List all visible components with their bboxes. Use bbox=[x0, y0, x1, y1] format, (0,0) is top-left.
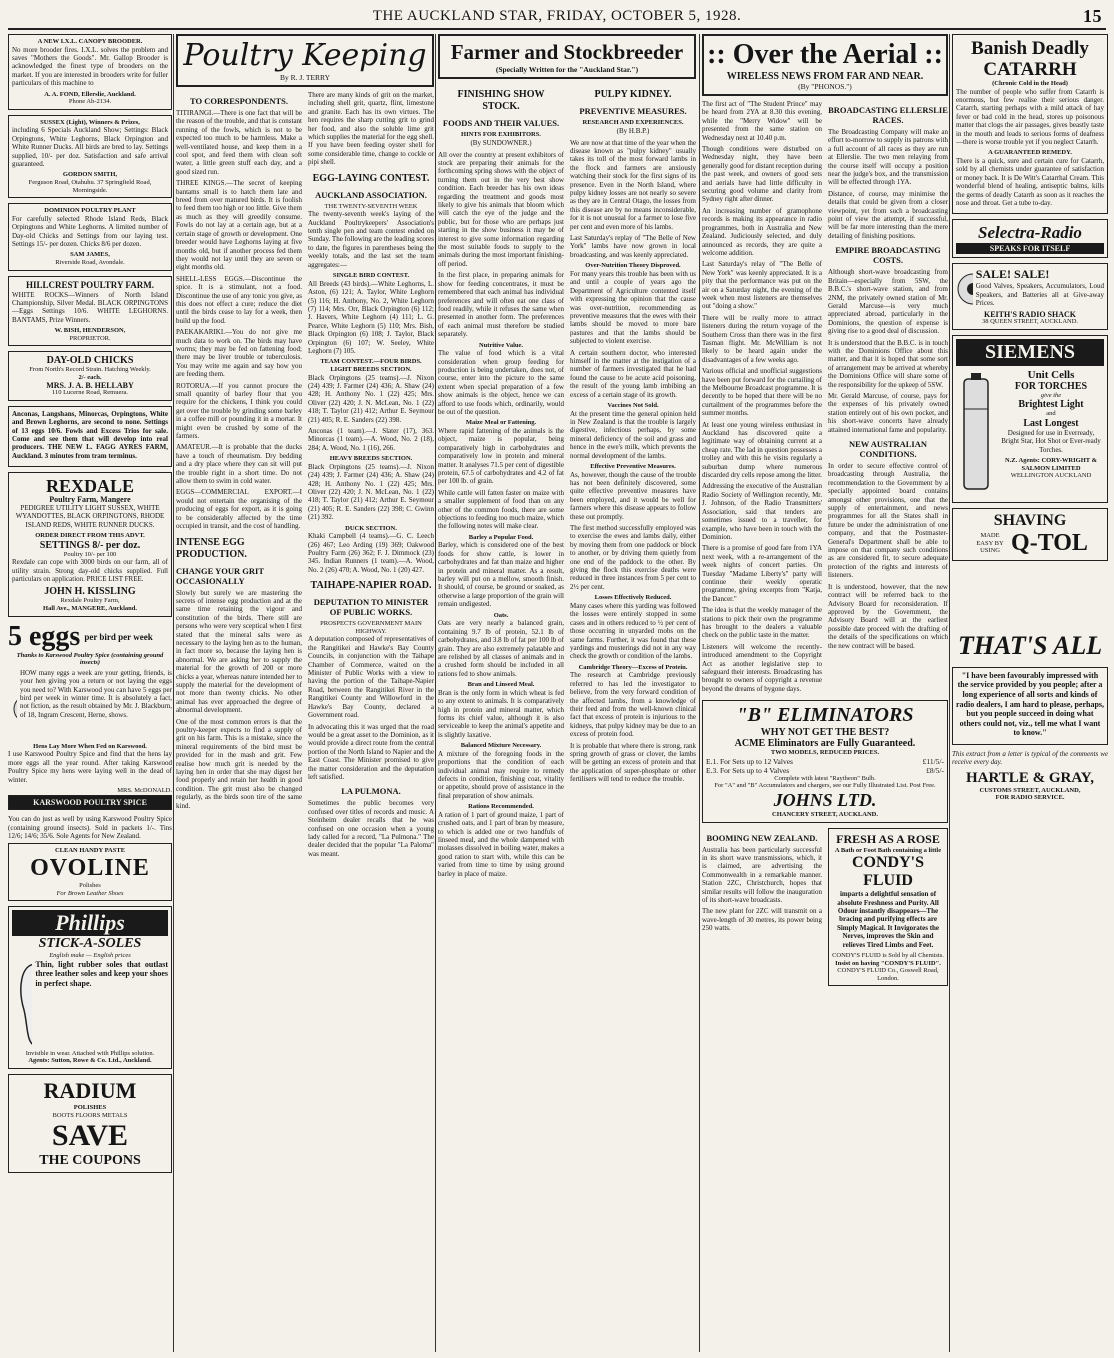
heading: PREVENTIVE MEASURES. bbox=[579, 106, 687, 116]
ad-line: Unit Cells bbox=[1027, 368, 1075, 381]
ad-karswood-body: You can do just as well by using Karswood Poultry Spice (containing ground insects). Sold in packets 1/-. Tins 12/6; 14/6; 35/6. Sole Agents for New Zealand. bbox=[8, 815, 172, 841]
ad-sub: Polishes bbox=[79, 882, 101, 890]
ad-settings: SETTINGS 8/- per doz. bbox=[39, 539, 141, 551]
ad-name: W. BISH, HENDERSON, bbox=[54, 327, 126, 335]
ad-head: Hens Lay More When Fed on Karswood. bbox=[33, 742, 147, 750]
paragraph: EGGS—COMMERCIAL EXPORT.—I would not entertain the organising of the producing of eggs for export, as it is going to be considerably affected by the time occupied in transit, and the cost of handling. bbox=[176, 488, 302, 531]
heading: FOODS AND THEIR VALUES. bbox=[442, 118, 560, 128]
paragraph: Bran is the only form in which wheat is fed to any extent to animals. It is comparatively high in protein and mineral matter, which forms its chief value, although it is also serviceable to keep the animal's appetite and is slightly laxative. bbox=[438, 688, 564, 739]
subheading: TEAM CONTEST.—FOUR BIRDS. bbox=[320, 358, 422, 366]
subheading: Rations Recommended. bbox=[468, 803, 534, 811]
ad-foot: CONDY'S FLUID is Sold by all Chemists. bbox=[832, 952, 944, 960]
column-rule bbox=[699, 34, 700, 1352]
subheading: DUCK SECTION. bbox=[345, 524, 397, 532]
paragraph: AMATEUR.—It is probable that the ducks have a touch of rheumatism. Dry bedding and a dry place where they can sit will put the trouble right in a short time. Do not allow them to swim in cold water. bbox=[176, 443, 302, 486]
paragraph: Many cases where this yarding was followed the losses were entirely stopped in some cases and in others reduced to ½ per cent of those occurring in unyarded mobs on the same farms. Further, it was found that these yardings and musterings did not in any way check the growth or condition of the lambs. bbox=[570, 601, 696, 661]
over-the-aerial-section bbox=[702, 34, 948, 1352]
section-title: Poultry Keeping bbox=[183, 38, 427, 73]
display-ads-column bbox=[952, 34, 1108, 1352]
ad-question: WHY NOT GET THE BEST? bbox=[760, 727, 890, 739]
ad-rexdale bbox=[8, 472, 172, 616]
subheading: Barley a Popular Food. bbox=[468, 533, 534, 541]
paragraph: Khaki Campbell (4 teams).—G. C. Leech (26) 467; Leo Arding (19) 369; Oakwood Poultry Farm (26) 362; F. J. Dimmock (23) 345. Indian Runners (1 team).—A. Wood, No. 2 (26) 470; A. Wood, No. 1 (20) 427. bbox=[308, 532, 434, 574]
paragraph: ROTORUA.—If you cannot procure the small quantity of barley flour that you require for the chickens, I think you could get over the trouble by grinding some barley in a coffee mill or pounding it in a mortar. It might even be crushed by some of the farmers. bbox=[176, 381, 302, 441]
ad-cities: WELLINGTON AUCKLAND bbox=[1010, 472, 1092, 480]
paragraph: The value of food which is a vital consideration when group feeding for production is being undertaken, does not, of course, enter into the picture to the same extent when special preparation of a few show animals is the object, hence we can afford to use foods which, ordinarily, would be out of the question. bbox=[438, 349, 564, 416]
ad-brand: Selectra-Radio bbox=[978, 223, 1082, 243]
ad-phone: Phone Ab-2134. bbox=[68, 98, 112, 106]
paragraph: Listeners will welcome the recently-introduced amendment to the Copyright Act as another legislative step to safeguard their interests. Broadcasting has brought to owners of copyright a revenue beyond the dreams of bygone days. bbox=[702, 642, 822, 693]
ad-head: REXDALE bbox=[45, 476, 134, 497]
paragraph: Anconas (1 team).—J. Slater (17), 363. Minorcas (1 team).—A. Wood, No. 2 (18), 284; A. Wood, No. 1 (16), 266. bbox=[308, 426, 434, 452]
paragraph: There is a promise of good fare from 1YA next week, with a re-arrangement of the week nights of concert parties. On Tuesday "Madame Liberty's" party will continue their weekly operatic programme, giving excerpts from "Katja, the Dancer." bbox=[702, 544, 822, 603]
heading: BROADCASTING ELLERSLIE RACES. bbox=[828, 105, 948, 125]
ad-dominion-poultry bbox=[8, 203, 172, 270]
paragraph: Sometimes the public becomes very confused over titles of records and music. A Steinheim dealer recalls that he was confused on one occasion when a young lady called for a record, "La Pulmona." The dealer decided that the popular "La Paloma" was meant. bbox=[308, 799, 434, 858]
ad-address: 38 QUEEN STREET, AUCKLAND. bbox=[981, 318, 1079, 326]
ad-brand: RADIUM bbox=[43, 1078, 137, 1104]
ad-top: CLEAN HANDY PASTE bbox=[54, 847, 126, 855]
ad-sussex bbox=[8, 115, 172, 198]
column-rule bbox=[173, 34, 174, 1352]
ad-order: ORDER DIRECT FROM THIS ADVT. bbox=[35, 532, 145, 540]
ad-agent: N.Z. Agents: CORY-WRIGHT & SALMON LIMITED bbox=[1004, 457, 1098, 472]
ad-tag: English make — English prices bbox=[49, 952, 131, 960]
paragraph: The research at Cambridge previously referred to has led the investigator to believe, from the very forward condition of the affected lambs, from a knowledge of their feed and from the well-known clinical fact that excess of protein is injurious to the kidneys, that pulpy kidney may be due to an excess of protein food. bbox=[570, 671, 696, 739]
subheading: Vaccines Not Sold. bbox=[607, 401, 659, 409]
paragraph: TITIRANGI.—There is one fact that will be the reason of the trouble, and that is constant running of the fowls, which is not to be expected too much to be harmless. Make a well-ventilated house, and keep them in a cool spot, and feed them with clean soft water, a little green stuff each day, and a good sized run. bbox=[176, 109, 302, 176]
paragraph: The first method successfully employed was to exercise the ewes and lambs daily, either by moving them from one paddock or block to another, or by driving them quietly from one end of the paddock to the other. By giving the flock this exercise deaths were reduced in three instances from 5 per cent to 2½ per cent. bbox=[570, 524, 696, 591]
ad-quote: "I have been favourably impressed with the service provided by you people; after a long experience of all sorts and kinds of radio dealers, I am hard to please, perhaps, but you people succeed in doing what others could not, viz., tell me what I want to know." bbox=[956, 670, 1104, 738]
ad-body: Good Valves, Speakers, Accumulators, Loud Speakers, and Batteries all at Give-away Prices. bbox=[975, 282, 1104, 308]
ad-body: Anconas, Langshans, Minorcas, Orpingtons, White and Brown Leghorns, are second to none. Settings of 13 eggs 10/6. Fowls and Excess Trios for sale. Come and see them that will develop into real producers. THE NEW L. FAGG AYRES FARM, Auckland. 3 minutes from tram terminus. bbox=[12, 409, 168, 460]
ad-body: From North's Record Strain. Hatching Weekly. bbox=[29, 366, 151, 374]
subheading: Bran and Linseed Meal. bbox=[467, 681, 535, 689]
speaker-icon bbox=[956, 272, 973, 306]
subheading: HINTS FOR EXHIBITORS. bbox=[461, 131, 541, 138]
paragraph: SHELL-LESS EGGS.—Discontinue the spice. It is a stimulant, not a food. Discontinue the use of any tonic you give, as this does not effect a cure; reduce the diet until the birds cease to lay for a week, then build up the food. bbox=[176, 274, 302, 325]
paragraph: Addressing the executive of the Australian Radio Society of Wellington recently, Mr. J. Johnson, of the Radio Transmitters' Association, said that tenders are sometimes issued to a traveller, for example, who have been in touch with the Dominion. bbox=[702, 482, 822, 541]
ad-body: Thin, light rubber soles that outlast three leather soles and keep your shoes in perfect shape. bbox=[35, 959, 168, 988]
masthead-title: THE AUCKLAND STAR, FRIDAY, OCTOBER 5, 1928. bbox=[372, 8, 742, 24]
paragraph: For many years this trouble has been with us and until a couple of years ago the Department of Agriculture contented itself with expressing the opinion that the cause was over-nutrition, recommending as preventive measures that the ewes with their lambs should be moved to more bare pastures and that the lambs should be subjected to violent exercise. bbox=[570, 269, 696, 346]
ad-sign: MRS. McDONALD. bbox=[117, 787, 172, 795]
ad-tag: FOR RADIO SERVICE. bbox=[995, 794, 1065, 802]
subheading: LIGHT BREEDS SECTION. bbox=[330, 365, 412, 373]
article-subcolumn bbox=[176, 91, 302, 861]
paragraph: The new plant for 2ZC will transmit on a wave-length of 30 metres, its power being 250 watts. bbox=[702, 907, 822, 933]
subheading: Maize Meal or Fattening. bbox=[465, 419, 537, 427]
column-rule bbox=[949, 34, 950, 1352]
article-subcolumn bbox=[828, 100, 948, 696]
ad-insist: Insist on having "CONDY'S FLUID". bbox=[835, 959, 941, 967]
ad-farm: Rexdale Poultry Farm, bbox=[60, 597, 120, 605]
ad-body: imparts a delightful sensation of absolute Freshness and Purity. All Odour instantly disappears—The bracing and purifying effects are Simply Magical. It Invigorates the Nerves, improves the Skin and relieves Tired Limbs and Feet. bbox=[836, 890, 940, 949]
price-value: £8/5/- bbox=[926, 765, 944, 775]
ad-more: Rexdale can cope with 3000 birds on our farm, all of utility strain. Strong day-old chicks supplied. Full particulars on application. PRICE LIST FREE. bbox=[12, 558, 168, 584]
paragraph: It is understood, however, that the new contract will be referred back to the Advisory Board for reconsideration. If approved by the Government, the Advisory Board will at the earliest possible date proceed with the drafting of the details of the specifications on which the new contract will be based. bbox=[828, 582, 948, 650]
ad-line: Last Longest bbox=[1023, 418, 1079, 430]
paragraph: PAEKAKARIKI.—You do not give me much data to work on. The birds may have worms; they may be fed on fattening food; there may be liver trouble or tuberculosis. You may write me again and say how you are feeding them. bbox=[176, 328, 302, 379]
ad-head: HILLCREST POULTRY FARM. bbox=[26, 279, 154, 290]
price-value: £11/5/- bbox=[922, 756, 944, 766]
ad-note: Complete with latest "Raytheon" Bulb. bbox=[774, 774, 876, 782]
ad-address: Hall Ave., MANGERE, Auckland. bbox=[43, 605, 137, 613]
paragraph: A mixture of the foregoing foods in the proportions that the condition of each individual animal may require to remedy defects in condition, finishing coat, vitality or appetite, should prove of assistance in the final preparation of show animals. bbox=[438, 749, 564, 800]
ad-head: FRESH AS A ROSE bbox=[836, 831, 940, 846]
ad-brand: Phillips bbox=[12, 910, 168, 936]
subheading: Cambridge Theory—Excess of Protein. bbox=[578, 663, 688, 671]
section-byline: (By "PHONOS.") bbox=[798, 82, 852, 91]
ad-models: TWO MODELS, REDUCED PRICES. bbox=[770, 749, 880, 757]
ad-agents: Agents: Sutton, Rowe & Co. Ltd., Auckland. bbox=[28, 1057, 152, 1065]
ad-head: Banish Deadly CATARRH bbox=[971, 38, 1089, 80]
paragraph: The twenty-seventh week's laying of the Auckland Poultrykeepers' Association's tenth single pen and team contest ended on Sunday. The following are the leading scores to date, the figures in parentheses being the weekly totals, and the last set the team aggregates:— bbox=[308, 210, 434, 269]
torch-cell-icon bbox=[956, 369, 996, 499]
heading: INTENSE EGG PRODUCTION. bbox=[176, 536, 247, 560]
paragraph: Last Saturday's replay of "The Belle of New York" lambs have now grown in local broadcasting, and was keenly appreciated. bbox=[570, 234, 696, 259]
byline: (By H.B.P.) bbox=[616, 126, 650, 135]
ad-tag: SPEAKS FOR ITSELF bbox=[956, 243, 1104, 254]
ad-body: I use Karswood Poultry Spice and find that the hens lay more eggs all the year round. After taking Karswood Poultry Spice my hens were laying well in the dead of winter. bbox=[8, 750, 172, 784]
ad-selectra-radio bbox=[952, 219, 1108, 258]
ad-b-eliminators bbox=[702, 700, 948, 822]
price-label: E.3. For Sets up to 4 Valves bbox=[706, 765, 790, 775]
classified-column bbox=[8, 34, 172, 1352]
paragraph: The idea is that the weekly manager of the stations to pick their own the programme has brought to the dealers a valuable check on the public taste in the matter. bbox=[702, 606, 822, 640]
ad-note: This extract from a letter is typical of the comments we receive every day. bbox=[952, 750, 1108, 767]
paragraph: In order to secure effective control of broadcasting through Australia, the recommendation to the Government by a specially appointed board contains amongst other provisions, one that the supply of entertainment, and news programmes for all the States shall in future be under the administration of one company, and that the Postmaster-General's Department shall be able to impose on that company such conditions as are considered fit, to secure adequate protection of the rights and interests of listeners. bbox=[828, 462, 948, 580]
masthead bbox=[8, 6, 1106, 30]
paragraph: A ration of 1 part of ground maize, 1 part of crushed oats, and 1 part of bran by measure, to which is added one or two handfuls of linseed meal, and the whole dampened with molasses dissolved in boiling water, makes a good ration to start with, while this can be varied from time to time by using ground barley in place of maize. bbox=[438, 810, 564, 878]
ad-foot: Invisible in wear. Attached with Phillips solution. bbox=[25, 1049, 155, 1057]
ad-line: FOR TORCHES bbox=[1014, 380, 1088, 392]
paragraph: Slowly but surely we are mastering the secrets of intense egg production and at the same time retaining the vigour and constitution of the birds. There still are persons who were very sceptical when I first stated that the mineral salts were as necessary to the laying hen as to the human, in fact more so, because the laying hen is abnormal. We are asking her to supply the material for the growth of 200 or more chicks a year, whereas nature intended her to supply the material for the development of not more than twenty chicks. No other animal has ever approached the degree of abnormal development. bbox=[176, 588, 302, 715]
ad-name: SAM JAMES, bbox=[70, 251, 110, 259]
article-columns bbox=[702, 100, 948, 696]
paragraph: At least one young wireless enthusiast in Auckland has discovered quite a legitimate way of obtaining current at a cheap rate. The lad in question possesses a trolley and with this he visits regularly a suburban dump where numerous discarded dry cells repose among the litter. bbox=[702, 420, 822, 480]
heading: LA PULMONA. bbox=[341, 786, 401, 797]
paragraph: Last Saturday's relay of "The Belle of New York" was keenly appreciated. It is a pity that the performance was put on the air on a Saturday night, the evening of the week when most listeners are themselves out "doing a show." bbox=[702, 260, 822, 311]
paragraph: There will be really more to attract listeners during the return voyage of the Southern Cross than there was in the first Tasman flight. Mr. McWilliam is not likely to be heard again under the disadvantages of a few weeks ago. bbox=[702, 313, 822, 364]
ad-remedy: A GUARANTEED REMEDY. bbox=[988, 149, 1072, 157]
subheading: Losses Effectively Reduced. bbox=[594, 594, 672, 602]
paragraph: Though conditions were disturbed on Wednesday night, they have been generally good for distant reception during the past week, and owners of good sets and aerials have had little difficulty in securing good volume and clarity from Sydney right after dinner. bbox=[702, 145, 822, 204]
price-row bbox=[706, 766, 944, 775]
shoe-sole-icon bbox=[12, 960, 32, 1050]
ad-tag: For Brown Leather Shoes bbox=[56, 889, 124, 897]
ad-contact: A. A. FOND, Ellerslie, Auckland. bbox=[44, 90, 136, 98]
paragraph: Black Orpingtons (25 teams).—J. Nixon (24) 439; J. Farmer (24) 436; A. Shaw (24) 428; H. Anthony No. 1 (22) 425; Mrs. Oliver (22) 420; J. N. McLean, No. 1 (22) 418; T. Taylor (21) 412; Arthur E. Seymour (21) 405; R. E. Sanders (22) 398; C. Gwinn (21) 392. bbox=[308, 462, 434, 522]
ad-address: Ferguson Road, Otahuhu. 37 Springfield Road, Morningside. bbox=[28, 179, 152, 194]
heading: FINISHING SHOW STOCK. bbox=[457, 89, 545, 112]
ad-body: For carefully selected Rhode Island Reds, Black Orpingtons and White Leghorns. A limited number of Day-old Chicks and Settings from our laying test. Settings 15/- per dozen. Chicks 8/6 per dozen. bbox=[12, 214, 168, 249]
ad-note2: For "A" and "B" Accumulators and chargers, see our Fully Illustrated List. Post Free. bbox=[714, 782, 936, 790]
ad-role: PROPRIETOR. bbox=[69, 334, 111, 342]
price-label: E.1. For Sets up to 12 Valves bbox=[706, 756, 793, 766]
ad-per: per bird per week bbox=[84, 631, 153, 642]
article-columns bbox=[702, 828, 948, 992]
ad-maker: CONDY'S FLUID Co., Goswell Road, London. bbox=[837, 967, 939, 982]
ad-hens bbox=[8, 743, 172, 795]
ad-body2: There is a quick, sure and certain cure for Catarrh, sold by all chemists under guarantee of satisfaction or money back. It is De Witt's Catarrhal Cream. This wonderful blend of healing, antiseptic balms, kills the germs of deadly Catarrh as soon as it reaches the nose and throat. Get a tube to-day. bbox=[956, 157, 1104, 208]
ad-phillips bbox=[8, 906, 172, 1069]
ad-canopy-brooder bbox=[8, 34, 172, 110]
subheading: PROSPECTS GOVERNMENT MAIN HIGHWAY. bbox=[320, 620, 422, 635]
heading: EMPIRE BROADCASTING COSTS. bbox=[835, 245, 941, 266]
paragraph: All Breeds (43 birds).—White Leghorns, L. Aston, (6) 121; A. Taylor, White Leghorn (5) 116; H. Anthony, No. 2, White Leghorn (7) 114; Mrs. Orr, Black Orpington (6) 112; J. Havers, White Leghorn (4) 111; L. G. Pearce, White Leghorn (5) 110; Mrs. Bish, Black Orpington (6) 108; J. Taylor, Black Orpington (6) 107; W. Seeley, White Leghorn (7) 105. bbox=[308, 279, 434, 355]
price-row bbox=[706, 757, 944, 766]
paragraph: Mr. Gerald Marcuse, of course, pays for the expenses of his privately owned station entirely out of his own pocket, and his short-wave concerts have already attained international fame and popularity. bbox=[828, 391, 948, 434]
column-rule bbox=[435, 34, 436, 1352]
paragraph: An increasing number of gramophone records is making its appearance in radio programmes, both in Australia and New Zealand. Judiciously selected, and duly announced as records, they are quite a welcome addition. bbox=[702, 206, 822, 257]
ad-sub: POLISHES bbox=[73, 1104, 107, 1112]
ad-body: No more brooder fires. I.X.L. solves the problem and saves "Mothers the Goods". Mr. Gallop Brooder is acknowledged the finest type of brooders on the market. If you are interested in brooders write for fuller particulars of this machine to bbox=[12, 45, 168, 88]
ad-name: GORDON SMITH, bbox=[62, 171, 118, 179]
ad-brand: OVOLINE bbox=[30, 855, 150, 882]
article-subcolumn bbox=[570, 83, 696, 881]
ad-big: SAVE bbox=[51, 1119, 129, 1153]
article-subcolumn bbox=[308, 91, 434, 861]
ad-radium bbox=[8, 1074, 172, 1173]
ad-big: STICK-A-SOLES bbox=[38, 936, 142, 952]
heading: BOOMING NEW ZEALAND. bbox=[706, 832, 818, 843]
section-sub: WIRELESS NEWS FROM FAR AND NEAR. bbox=[726, 71, 924, 82]
ad-big: 5 eggs bbox=[8, 620, 81, 652]
section-title: :: Over the Aerial :: bbox=[707, 39, 943, 70]
section-banner bbox=[438, 34, 696, 79]
ad-side: MADE EASY BY USING bbox=[976, 531, 1004, 555]
ad-head: SHAVING bbox=[993, 511, 1067, 529]
paragraph: The first act of "The Student Prince" may be heard from 2YA at 8.30 this evening, while the "Merry Widow" will be presented from the same station on Wednesday next at 10.40 p.m. bbox=[702, 100, 822, 142]
ad-shaving-qtol bbox=[952, 508, 1108, 561]
ad-line: Brightest Light bbox=[1018, 399, 1084, 411]
paragraph: It is probable that where there is strong, rank spring growth of grass or clover, the lambs will be getting an excess of protein and that the application of super-phosphate or other fertilisers will tend to reduce the trouble. bbox=[570, 741, 696, 784]
paragraph: In the first place, in preparing animals for show for feeding concentrates, it must be remembered that each animal has individual preferences and will often eat one class of food readily, while it refuses the same when presented in another form. The preferences of each animal must therefore be studied separately. bbox=[438, 271, 564, 339]
ad-head: SALE! SALE! bbox=[975, 267, 1050, 282]
heading: EGG-LAYING CONTEST. bbox=[312, 172, 430, 184]
ad-body: The number of people who suffer from Catarrh is enormous, but few realise their serious danger. Catarrh, starting perhaps with a mild attack of hay fever or bad cold in the head, stores up poisonous matter that clogs the air passages, gives beastly taste in the mouth and leads to serious forms of deafness—there is worse trouble yet if you neglect Catarrh. bbox=[956, 87, 1104, 147]
ad-name: MRS. J. A. B. HELLABY bbox=[46, 380, 134, 390]
ad-head: DOMINION POULTRY PLANT bbox=[44, 207, 136, 215]
heading: CHANGE YOUR GRIT OCCASIONALLY bbox=[176, 565, 264, 586]
paragraph: All over the country at present exhibitors of stock are preparing their animals for the forthcoming spring shows with the object of turning them out in the very best show condition. Each breeder has his own ideas regarding the treatment and goods most likely to give his animals that bloom which will catch the eye of the judge and the public, but for those who are perhaps just starting in the show business it may be of interest to give some information regarding the most suitable foods to supply to the animals during the most important finishing-off period. bbox=[438, 150, 564, 268]
ad-anconas bbox=[8, 406, 172, 467]
paragraph: Black Orpingtons (25 teams).—J. Nixon (24) 439; J. Farmer (24) 436; A. Shaw (24) 428; H. Anthony No. 1 (22) 425; Mrs. Oliver (22) 420; J. N. McLean, No. 1 (22) 418; T. Taylor (21) 412; Arthur E. Seymour (21) 405; R. E. Sanders (22) 398. bbox=[308, 373, 434, 424]
ad-brand: CONDY'S FLUID bbox=[851, 854, 924, 890]
ad-body: WHITE ROCKS—Winners of North Island Championship, Silver Medal. BLACK ORPINGTONS—Eggs Settings 10/6. WHITE LEGHORNS. BANTAMS, Prize Winners. bbox=[12, 290, 168, 324]
ad-poultry: Poultry 10/- per 100 bbox=[63, 550, 117, 558]
subheading: Effective Preventive Measures. bbox=[590, 463, 676, 470]
ad-tag: Thanks to Karswood Poultry Spice (containing ground insects) bbox=[16, 651, 164, 667]
page-number: 15 bbox=[1083, 6, 1102, 26]
section-banner bbox=[176, 34, 434, 87]
ad-line: ACME Eliminators are Fully Guaranteed. bbox=[734, 738, 916, 750]
paragraph: The Broadcasting Company will make an effort to-morrow to supply its patrons with a full account of all races as they are run at Ellerslie. The two men relaying from the course itself will occupy a position near the judge's box, and the transmission will be effected through 1YA. bbox=[828, 128, 948, 187]
ad-head: THAT'S ALL bbox=[957, 630, 1103, 660]
paragraph: Oats are very nearly a balanced grain, containing 9.7 lb of protein, 52.1 lb of carbohydrates, and 3.8 lb of fat per 100 lb of grain. They are also extremely palatable and are relished by all classes of animals and in a crushed form should be included in all rations fed to show animals. bbox=[438, 619, 564, 678]
subheading: Over-Nutrition Theory Disproved. bbox=[585, 262, 681, 270]
ad-side: BOOTS FLOORS METALS bbox=[52, 1111, 128, 1119]
heading: PULPY KIDNEY. bbox=[594, 89, 672, 100]
section-special: (Specially Written for the "Auckland Star.") bbox=[495, 65, 639, 74]
ad-body: PEDIGREE UTILITY LIGHT SUSSEX, WHITE WYANDOTTES, BLACK ORPINGTONS, RHODE ISLAND REDS, WHITE RUNNER DUCKS. bbox=[15, 503, 165, 529]
ad-sub: A Bath or Foot Bath containing a little bbox=[834, 846, 942, 854]
ad-brand: Q-TOL bbox=[1011, 529, 1088, 556]
subheading: SINGLE BIRD CONTEST. bbox=[332, 272, 410, 280]
ad-karswood-5eggs bbox=[8, 622, 172, 739]
ad-catarrh bbox=[952, 34, 1108, 214]
ad-sub: Poultry Farm, Mangere bbox=[49, 495, 131, 505]
ad-day-old-chicks bbox=[8, 351, 172, 400]
ad-siemens bbox=[952, 335, 1108, 503]
ad-head: KARSWOOD POULTRY SPICE bbox=[33, 797, 147, 807]
heading: NEW AUSTRALIAN CONDITIONS. bbox=[848, 439, 927, 459]
ad-name: JOHN H. KISSLING bbox=[44, 586, 136, 598]
ad-name: KEITH'S RADIO SHACK bbox=[983, 309, 1077, 319]
ad-body: including 6 Specials Auckland Show; Settings: Black Orpingtons, White Leghorns, Black Orpington and White Runner Ducks. All birds are bred to lay. Settings supplied, 10/- per doz. Satisfaction and safe arrival guaranteed. bbox=[12, 126, 168, 169]
ad-ovoline bbox=[8, 843, 172, 901]
section-banner bbox=[702, 34, 948, 96]
ad-address: CHANCERY STREET, AUCKLAND. bbox=[772, 811, 878, 818]
section-title: Farmer and Stockbreeder bbox=[450, 40, 684, 64]
ad-brand: SIEMENS bbox=[956, 339, 1104, 366]
paragraph: Various official and unofficial suggestions have been put forward for the curtailing of the Melbourne Broadcast programme. It is decently to be hoped that there will be no curtailment of the programmes before the summer months. bbox=[702, 367, 822, 418]
ad-address: 110 Lucerne Road, Remuera. bbox=[51, 389, 129, 397]
ad-thats-all bbox=[952, 631, 1108, 802]
ad-brand: JOHNS LTD. bbox=[773, 790, 877, 810]
subheading: Balanced Mixture Necessary. bbox=[460, 742, 542, 750]
article-subcolumn bbox=[702, 828, 822, 992]
article-columns bbox=[438, 83, 696, 881]
ad-address: CUSTOMS STREET, AUCKLAND, bbox=[979, 786, 1081, 794]
paragraph: THREE KINGS.—The secret of keeping bantams small is to hatch them late and breed from over matured birds. It is foolish to feed them too high or too little. Give them as much as they will greedily consume. Fowls do not lay at a certain age, but at a certain stage of growth or development. One breeder would have Leghorns laying at five months old, but if another process fed them they would not lay until they are seven or eight months old. bbox=[176, 179, 302, 272]
ad-line: and bbox=[1046, 410, 1056, 418]
ad-head: "B" ELIMINATORS bbox=[736, 704, 914, 727]
heading: AUCKLAND ASSOCIATION. bbox=[315, 189, 427, 200]
paragraph: Barley, which is considered one of the best foods for show cattle, is lower in carbohydrates and fat than maize and higher in protein and mineral matter. As a result, barley will put on a mellow, smooth finish. It should, of course, be ground or soaked, as otherwise a large proportion of the grain will remain undigested. bbox=[438, 541, 564, 609]
paragraph: There are many kinds of grit on the market, including shell grit, quartz, flint, limestone and granite. Each has its own virtues. The hen requires the sharp cutting grit to grind her food, and also the soluble lime grit which supplies the material for the egg shell. If you have been feeding oyster shell for some considerable time, change to cockle or pipi shell. bbox=[308, 91, 434, 167]
paragraph: A certain southern doctor, who interested himself in the matter at the instigation of a number of farmers investigated that he had found the cause to be acute acid poisoning, the result of the young lamb imbibing an excess of a certain stage of its growth. bbox=[570, 348, 696, 399]
paragraph: Although short-wave broadcasting from Britain—especially from 5SW, the B.B.C.'s short-wave station, and from 2NM, the privately owned station of Mr. Gerald Marcuse—is very much appreciated abroad, particularly in the Dominions, the question of expense is giving rise to a good deal of discussion. bbox=[828, 268, 948, 336]
ad-head: SUSSEX (Light), Winners & Prizes, bbox=[40, 118, 140, 126]
paragraph: We are now at that time of the year when the disease known as "pulpy kidney" usually takes its toll of the most forward lambs in the flock and farmers are anxiously watching their stock for the first signs of its presence. Even in the North Island, where pulpy kidney losses are not nearly so severe as they are in Central Otago, the losses from this disease are by no means inconsiderable, for it is not unusual for a farmer to lose five per cent and even more of his lambs. bbox=[570, 138, 696, 231]
ad-address: Riverside Road, Avondale. bbox=[55, 259, 125, 267]
ad-brand: HARTLE & GRAY, bbox=[966, 769, 1094, 786]
paragraph: At the present time the general opinion held in New Zealand is that the trouble is largely digestive, infectious perhaps, by some mineral deficiency of the soil and grass and hence in the ewe's milk, which prevents the normal development of the lambs. bbox=[570, 409, 696, 460]
subheading: THE TWENTY-SEVENTH WEEK bbox=[324, 202, 418, 210]
paragraph: As, however, though the cause of the trouble has not been definitely discovered, some quite effective preventive measures have been employed, and it would be well for farmers where this disease appears to follow these out promptly. bbox=[570, 470, 696, 521]
heading: DEPUTATION TO MINISTER OF PUBLIC WORKS. bbox=[313, 597, 429, 618]
heading: TAIHAPE-NAPIER ROAD. bbox=[310, 580, 432, 592]
hen-illustration bbox=[8, 669, 17, 739]
byline: (By SUNDOWNER.) bbox=[470, 138, 532, 147]
article-subcolumn bbox=[438, 83, 564, 881]
ad-line: give the bbox=[1040, 391, 1062, 399]
section-byline: By R. J. TERRY bbox=[279, 73, 331, 82]
subheading: Oats. bbox=[493, 611, 509, 619]
subheading: HEAVY BREEDS SECTION. bbox=[329, 455, 413, 463]
article-subcolumn bbox=[702, 100, 822, 696]
ad-hillcrest bbox=[8, 276, 172, 347]
paragraph: Where rapid fattening of the animals is the object, maize is popular, being comparatively high in carbohydrates and comparatively low in protein and mineral matter. It analyses 71.5 per cent of digestible protein, 67.5 of carbohydrates and 4.2 of fat per 100 lb. of grain. bbox=[438, 426, 564, 486]
ad-price: 2/- each. bbox=[78, 374, 102, 382]
ad-coupons: THE COUPONS bbox=[39, 1153, 141, 1169]
paragraph: It is understood that the B.B.C. is in touch with the Dominions Office about this matter, and that it is hoped that some sort of arrangement may be arrived at whereby the Dominions Office will share some of the responsibility for the upkeep of 5SW. bbox=[828, 338, 948, 389]
paragraph: A deputation composed of representatives of the Rangitikei and Hawke's Bay County Councils, in conjunction with the Taihape Chamber of Commerce, waited on the Minister of Public Works with a view to having the portion of the Taihape-Napier Road, between the Rangitikei River in the Rangitikei County and Willowford in the Hawke's Bay County, declared a Government road. bbox=[308, 635, 434, 720]
subheading: Nutritive Value. bbox=[478, 341, 524, 349]
ad-head: A NEW I.X.L. CANOPY BROODER. bbox=[37, 38, 143, 45]
paragraph: Distance, of course, may minimise the details that could be given from a closer viewpoint, yet from such a broadcasting point of view the attempt, if successful, will be far more interesting than the mere detailing of finishing positions. bbox=[828, 189, 948, 240]
ad-condys-fluid bbox=[828, 828, 948, 987]
subheading: RESEARCH AND EXPERIENCES. bbox=[582, 119, 684, 126]
ad-body: HOW many eggs a week are your getting, friends, is your hen giving you a return or not laying the eggs you need to? With Karswood you can have 5 eggs per bird per week in winter time. It is absolutely a fact, not fiction, as the result obtained by Mr. J. Blackburn, of 18, Ingram Crescent, Herne, shows. bbox=[19, 668, 172, 719]
ad-sale bbox=[952, 263, 1108, 329]
ad-note: Designed for use in Everready, Bright Star, Hot Shot or Ever-ready Torches. bbox=[1001, 429, 1101, 454]
article-subcolumn bbox=[828, 828, 948, 992]
poultry-keeping-section bbox=[176, 34, 434, 1352]
article-columns bbox=[176, 91, 434, 861]
paragraph: One of the most common errors is that the poultry-keeper expects to find a supply of grit on his farm. This is a mistake, since the mineral requirements of the bird must be provided for in the mash and grit. Few realise how much grit is needed by the laying hen in order that she may digest her food properly and retain her health in good condition. The grit must also be changed regularly, as the birds soon tire of the same kind. bbox=[176, 717, 302, 810]
ad-karswood bbox=[8, 795, 172, 811]
ad-head: DAY-OLD CHICKS bbox=[46, 355, 134, 367]
paragraph: In advocating this it was urged that the road would be a great asset to the Dominion, as it would provide a direct route from the central portion of the North Island to Napier and the East Coast. The Minister promised to give the matter consideration and the deputation left satisfied. bbox=[308, 722, 434, 781]
paragraph: Australia has been particularly successful in its short wave transmissions, which, it is claimed, are advertising the Commonwealth in a remarkable manner. Station 2ZC, Christchurch, hopes that similar results will follow the inauguration of its short-wave broadcasts. bbox=[702, 845, 822, 905]
paragraph: While cattle will fatten faster on maize with a smaller supplement of food than on any other of the common foods, there are some objections to feeding too much maize, which the following notes will make clear. bbox=[438, 488, 564, 531]
ad-sub: (Chronic Cold in the Head) bbox=[992, 80, 1068, 87]
farmer-stockbreeder-section bbox=[438, 34, 696, 1352]
heading: TO CORRESPONDENTS. bbox=[189, 96, 289, 106]
